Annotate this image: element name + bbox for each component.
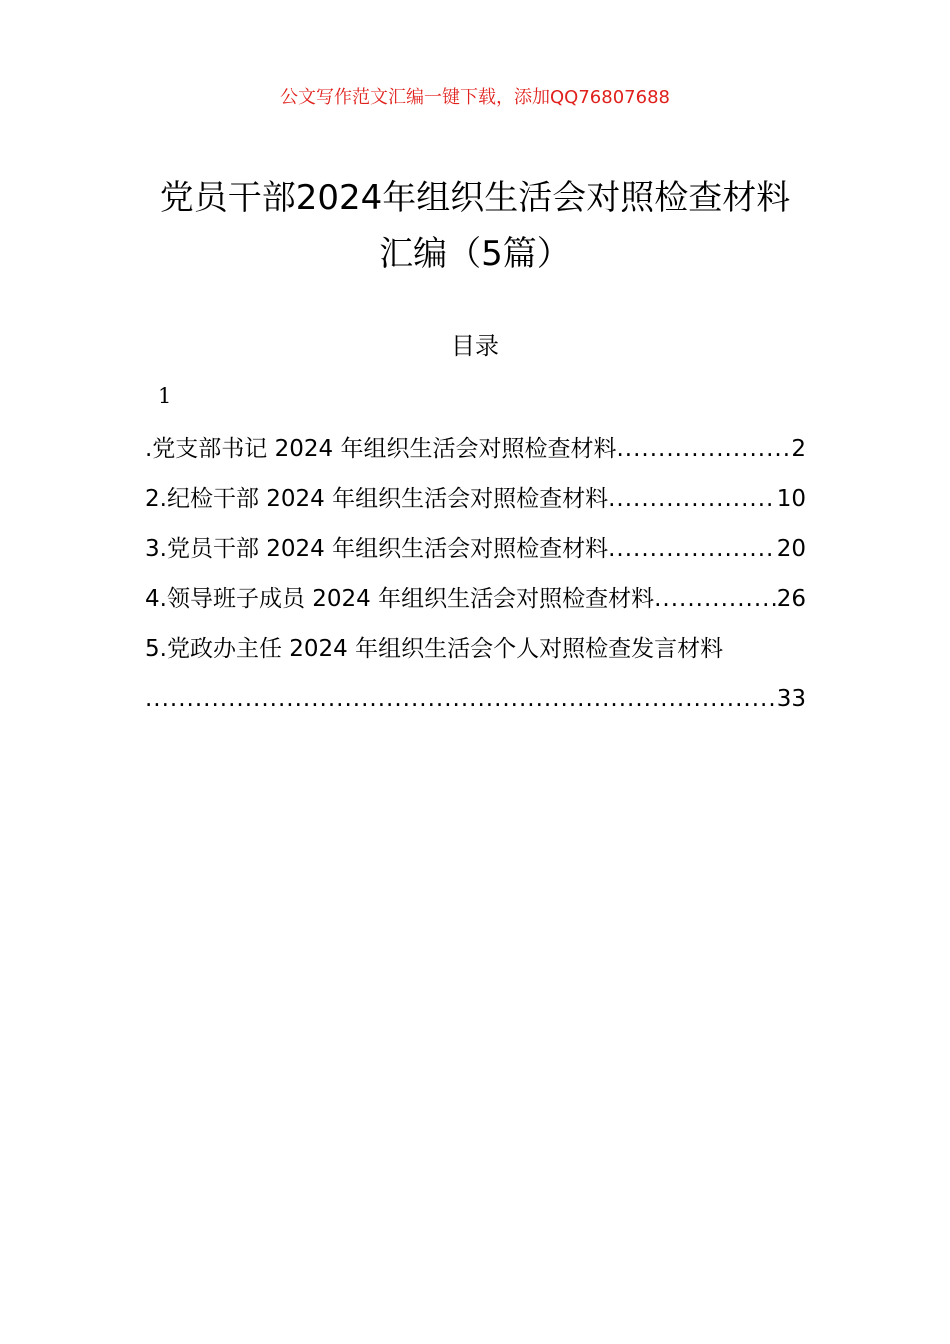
- toc-page-number: 20: [776, 536, 806, 562]
- toc-entry-5-continuation[interactable]: [145, 674, 806, 724]
- toc-leader-dots: [608, 474, 776, 524]
- document-title: [120, 170, 830, 282]
- toc-entry-5[interactable]: [145, 624, 806, 674]
- toc-entry-label: 2.纪检干部 2024 年组织生活会对照检查材料: [145, 486, 609, 512]
- toc-entry-3[interactable]: [145, 524, 806, 574]
- toc-entry-1-number: 1: [158, 384, 172, 408]
- toc-page-number: 26: [776, 586, 806, 612]
- table-of-contents: [145, 424, 806, 724]
- toc-entry-1[interactable]: [145, 424, 806, 474]
- toc-entry-label: 3.党员干部 2024 年组织生活会对照检查材料: [145, 536, 609, 562]
- toc-entry-2[interactable]: [145, 474, 806, 524]
- title-line-2: 汇编（5篇）: [379, 234, 571, 274]
- download-banner: 公文写作范文汇编一键下载，添加QQ76807688: [280, 87, 670, 108]
- title-line-1: 党员干部2024年组织生活会对照检查材料: [159, 178, 791, 218]
- toc-leader-dots: [608, 524, 776, 574]
- toc-page-number: 2: [791, 436, 806, 462]
- toc-entry-4[interactable]: [145, 574, 806, 624]
- toc-heading: 目录: [451, 332, 499, 360]
- toc-entry-label: 4.领导班子成员 2024 年组织生活会对照检查材料: [145, 586, 655, 612]
- toc-leader-dots: [616, 424, 790, 474]
- toc-leader-dots: [145, 674, 776, 724]
- toc-page-number: 33: [776, 686, 806, 712]
- toc-page-number: 10: [776, 486, 806, 512]
- toc-leader-dots: [654, 574, 776, 624]
- toc-entry-label: .党支部书记 2024 年组织生活会对照检查材料: [145, 436, 617, 462]
- toc-entry-label: 5.党政办主任 2024 年组织生活会个人对照检查发言材料: [145, 636, 724, 662]
